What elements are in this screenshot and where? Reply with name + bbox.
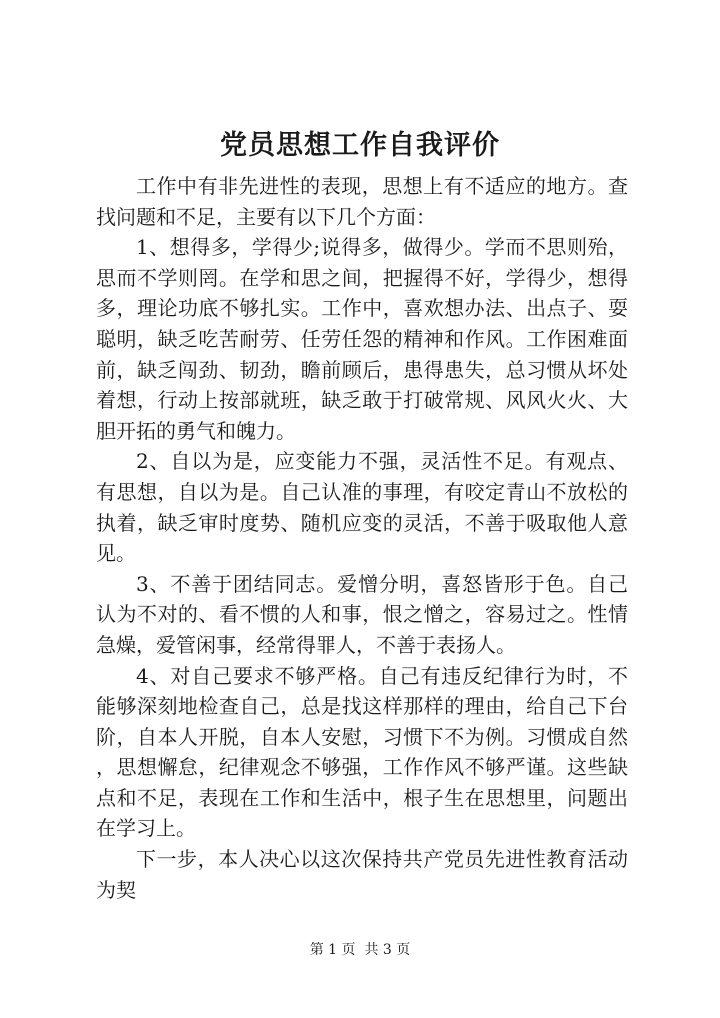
paragraph-point-3: 3、不善于团结同志。爱憎分明，喜怒皆形于色。自己认为不对的、看不惯的人和事，恨之憎之，容易过之。性情急燥，爱管闲事，经常得罪人，不善于表扬人。 <box>96 571 628 657</box>
paragraph-intro: 工作中有非先进性的表现，思想上有不适应的地方。查找问题和不足，主要有以下几个方面： <box>96 174 628 229</box>
paragraph-point-1: 1、想得多，学得少;说得多，做得少。学而不思则殆，思而不学则罔。在学和思之间，把握得不好，学得少，想得多，理论功底不够扎实。工作中，喜欢想办法、出点子、耍聪明，缺乏吃苦耐劳、任劳任怨的精神和作风。工作困难面前，缺乏闯劲、韧劲，瞻前顾后，患得患失，总习惯从坏处着想，行动上按部就班，缺乏敢于打破常规、风风火火、大胆开拓的勇气和魄力。 <box>96 235 628 443</box>
document-body <box>96 171 628 905</box>
page-number-footer: 第 1 页 共 3 页 <box>309 942 411 958</box>
paragraph-next-step: 下一步，本人决心以这次保持共产党员先进性教育活动为契 <box>96 847 628 902</box>
document-title: 党员思想工作自我评价 <box>220 130 500 161</box>
paragraph-point-4: 4、对自己要求不够严格。自己有违反纪律行为时，不能够深刻地检查自己，总是找这样那样的理由，给自己下台阶，自本人开脱，自本人安慰，习惯下不为例。习惯成自然，思想懈怠，纪律观念不够强，工作作风不够严谨。这些缺点和不足，表现在工作和生活中，根子生在思想里，问题出在学习上。 <box>96 663 628 841</box>
paragraph-point-2: 2、自以为是，应变能力不强，灵活性不足。有观点、有思想，自以为是。自己认准的事理，有咬定青山不放松的执着，缺乏审时度势、随机应变的灵活，不善于吸取他人意见。 <box>96 449 628 566</box>
